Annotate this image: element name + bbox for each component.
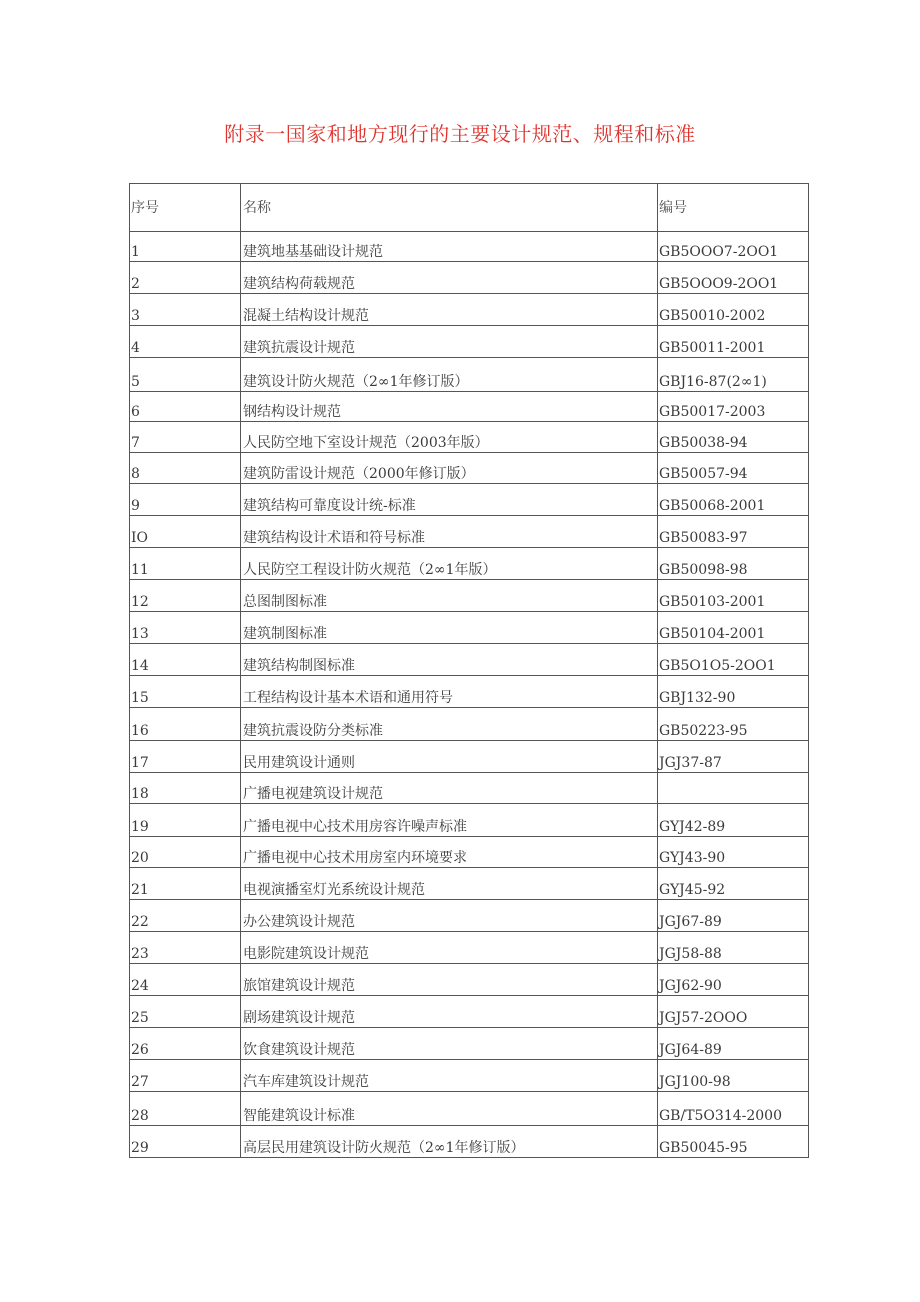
table-row [130, 741, 809, 773]
row-name: 建筑结构荷载规范 [241, 262, 658, 294]
row-code: GB50010-2002 [658, 294, 809, 326]
row-name: 广播电视中心技术用房室内环境要求 [241, 837, 658, 868]
row-number: 19 [130, 804, 241, 837]
table-row [130, 644, 809, 676]
table-row [130, 422, 809, 453]
row-name: 高层民用建筑设计防火规范（2∞1年修订版） [241, 1126, 658, 1158]
row-name: 建筑抗震设防分类标准 [241, 708, 658, 741]
row-code: JGJ67-89 [658, 900, 809, 932]
row-name: 总图制图标准 [241, 580, 658, 612]
row-code: GB50083-97 [658, 516, 809, 548]
table-row [130, 392, 809, 422]
table-row [130, 708, 809, 741]
row-code [658, 773, 809, 804]
row-code: GYJ42-89 [658, 804, 809, 837]
row-code: GBJ16-87(2∞1) [658, 358, 809, 392]
row-name: 建筑制图标准 [241, 612, 658, 644]
row-name: 汽车库建筑设计规范 [241, 1060, 658, 1092]
row-code: JGJ62-90 [658, 964, 809, 996]
table-row [130, 900, 809, 932]
row-number: 11 [130, 548, 241, 580]
row-number: 29 [130, 1126, 241, 1158]
row-code: JGJ100-98 [658, 1060, 809, 1092]
table-row [130, 516, 809, 548]
row-number: 25 [130, 996, 241, 1028]
table-row [130, 326, 809, 358]
row-name: 旅馆建筑设计规范 [241, 964, 658, 996]
row-name: 广播电视中心技术用房容许噪声标准 [241, 804, 658, 837]
row-number: 18 [130, 773, 241, 804]
row-name: 建筑抗震设计规范 [241, 326, 658, 358]
row-code: JGJ37-87 [658, 741, 809, 773]
row-name: 建筑设计防火规范（2∞1年修订版） [241, 358, 658, 392]
row-number: 6 [130, 392, 241, 422]
table-row [130, 868, 809, 900]
row-number: 2 [130, 262, 241, 294]
table-row [130, 1060, 809, 1092]
row-code: GB5OOO9-2OO1 [658, 262, 809, 294]
row-number: IO [130, 516, 241, 548]
row-number: 16 [130, 708, 241, 741]
table-row [130, 580, 809, 612]
row-number: 21 [130, 868, 241, 900]
row-name: 建筑结构制图标准 [241, 644, 658, 676]
table-row [130, 358, 809, 392]
row-code: JGJ57-2OOO [658, 996, 809, 1028]
row-name: 人民防空工程设计防火规范（2∞1年版） [241, 548, 658, 580]
row-number: 8 [130, 453, 241, 484]
row-name: 智能建筑设计标准 [241, 1092, 658, 1126]
row-number: 1 [130, 232, 241, 262]
row-name: 工程结构设计基本术语和通用符号 [241, 676, 658, 708]
row-name: 广播电视建筑设计规范 [241, 773, 658, 804]
row-number: 4 [130, 326, 241, 358]
row-number: 22 [130, 900, 241, 932]
row-name: 电影院建筑设计规范 [241, 932, 658, 964]
row-code: GB50038-94 [658, 422, 809, 453]
row-name: 剧场建筑设计规范 [241, 996, 658, 1028]
row-code: GB50068-2001 [658, 484, 809, 516]
row-code: GBJ132-90 [658, 676, 809, 708]
row-number: 27 [130, 1060, 241, 1092]
row-code: GYJ43-90 [658, 837, 809, 868]
row-name: 建筑地基基础设计规范 [241, 232, 658, 262]
row-name: 人民防空地下室设计规范（2003年版） [241, 422, 658, 453]
row-number: 5 [130, 358, 241, 392]
table-row [130, 1126, 809, 1158]
table-row [130, 773, 809, 804]
table-row [130, 837, 809, 868]
header-number: 序号 [130, 184, 241, 232]
table-row [130, 964, 809, 996]
row-code: GB50104-2001 [658, 612, 809, 644]
row-code: GB5O1O5-2OO1 [658, 644, 809, 676]
row-number: 28 [130, 1092, 241, 1126]
table-row [130, 612, 809, 644]
table-row [130, 484, 809, 516]
row-name: 饮食建筑设计规范 [241, 1028, 658, 1060]
table-row [130, 804, 809, 837]
row-name: 民用建筑设计通则 [241, 741, 658, 773]
row-number: 26 [130, 1028, 241, 1060]
table-row [130, 548, 809, 580]
row-code: GB50045-95 [658, 1126, 809, 1158]
row-name: 钢结构设计规范 [241, 392, 658, 422]
row-code: GYJ45-92 [658, 868, 809, 900]
row-name: 办公建筑设计规范 [241, 900, 658, 932]
row-number: 9 [130, 484, 241, 516]
row-number: 3 [130, 294, 241, 326]
row-code: GB50098-98 [658, 548, 809, 580]
row-number: 24 [130, 964, 241, 996]
row-name: 电视演播室灯光系统设计规范 [241, 868, 658, 900]
row-code: GB50223-95 [658, 708, 809, 741]
row-name: 混凝土结构设计规范 [241, 294, 658, 326]
row-code: GB50057-94 [658, 453, 809, 484]
table-header-row [130, 184, 809, 232]
header-code: 编号 [658, 184, 809, 232]
row-code: JGJ58-88 [658, 932, 809, 964]
row-code: GB5OOO7-2OO1 [658, 232, 809, 262]
row-number: 7 [130, 422, 241, 453]
standards-table [129, 183, 809, 1158]
table-row [130, 453, 809, 484]
row-number: 20 [130, 837, 241, 868]
table-row [130, 1028, 809, 1060]
page-title: 附录一国家和地方现行的主要设计规范、规程和标准 [224, 122, 696, 146]
row-number: 13 [130, 612, 241, 644]
table-row [130, 294, 809, 326]
table-row [130, 1092, 809, 1126]
row-code: GB50103-2001 [658, 580, 809, 612]
row-number: 12 [130, 580, 241, 612]
table-row [130, 232, 809, 262]
row-name: 建筑防雷设计规范（2000年修订版） [241, 453, 658, 484]
row-code: GB50017-2003 [658, 392, 809, 422]
row-code: GB/T5O314-2000 [658, 1092, 809, 1126]
header-name: 名称 [241, 184, 658, 232]
table-row [130, 262, 809, 294]
row-number: 17 [130, 741, 241, 773]
table-row [130, 932, 809, 964]
row-number: 23 [130, 932, 241, 964]
table-row [130, 676, 809, 708]
row-code: JGJ64-89 [658, 1028, 809, 1060]
row-code: GB50011-2001 [658, 326, 809, 358]
row-name: 建筑结构设计术语和符号标准 [241, 516, 658, 548]
row-name: 建筑结构可靠度设计统-标准 [241, 484, 658, 516]
row-number: 15 [130, 676, 241, 708]
row-number: 14 [130, 644, 241, 676]
table-row [130, 996, 809, 1028]
